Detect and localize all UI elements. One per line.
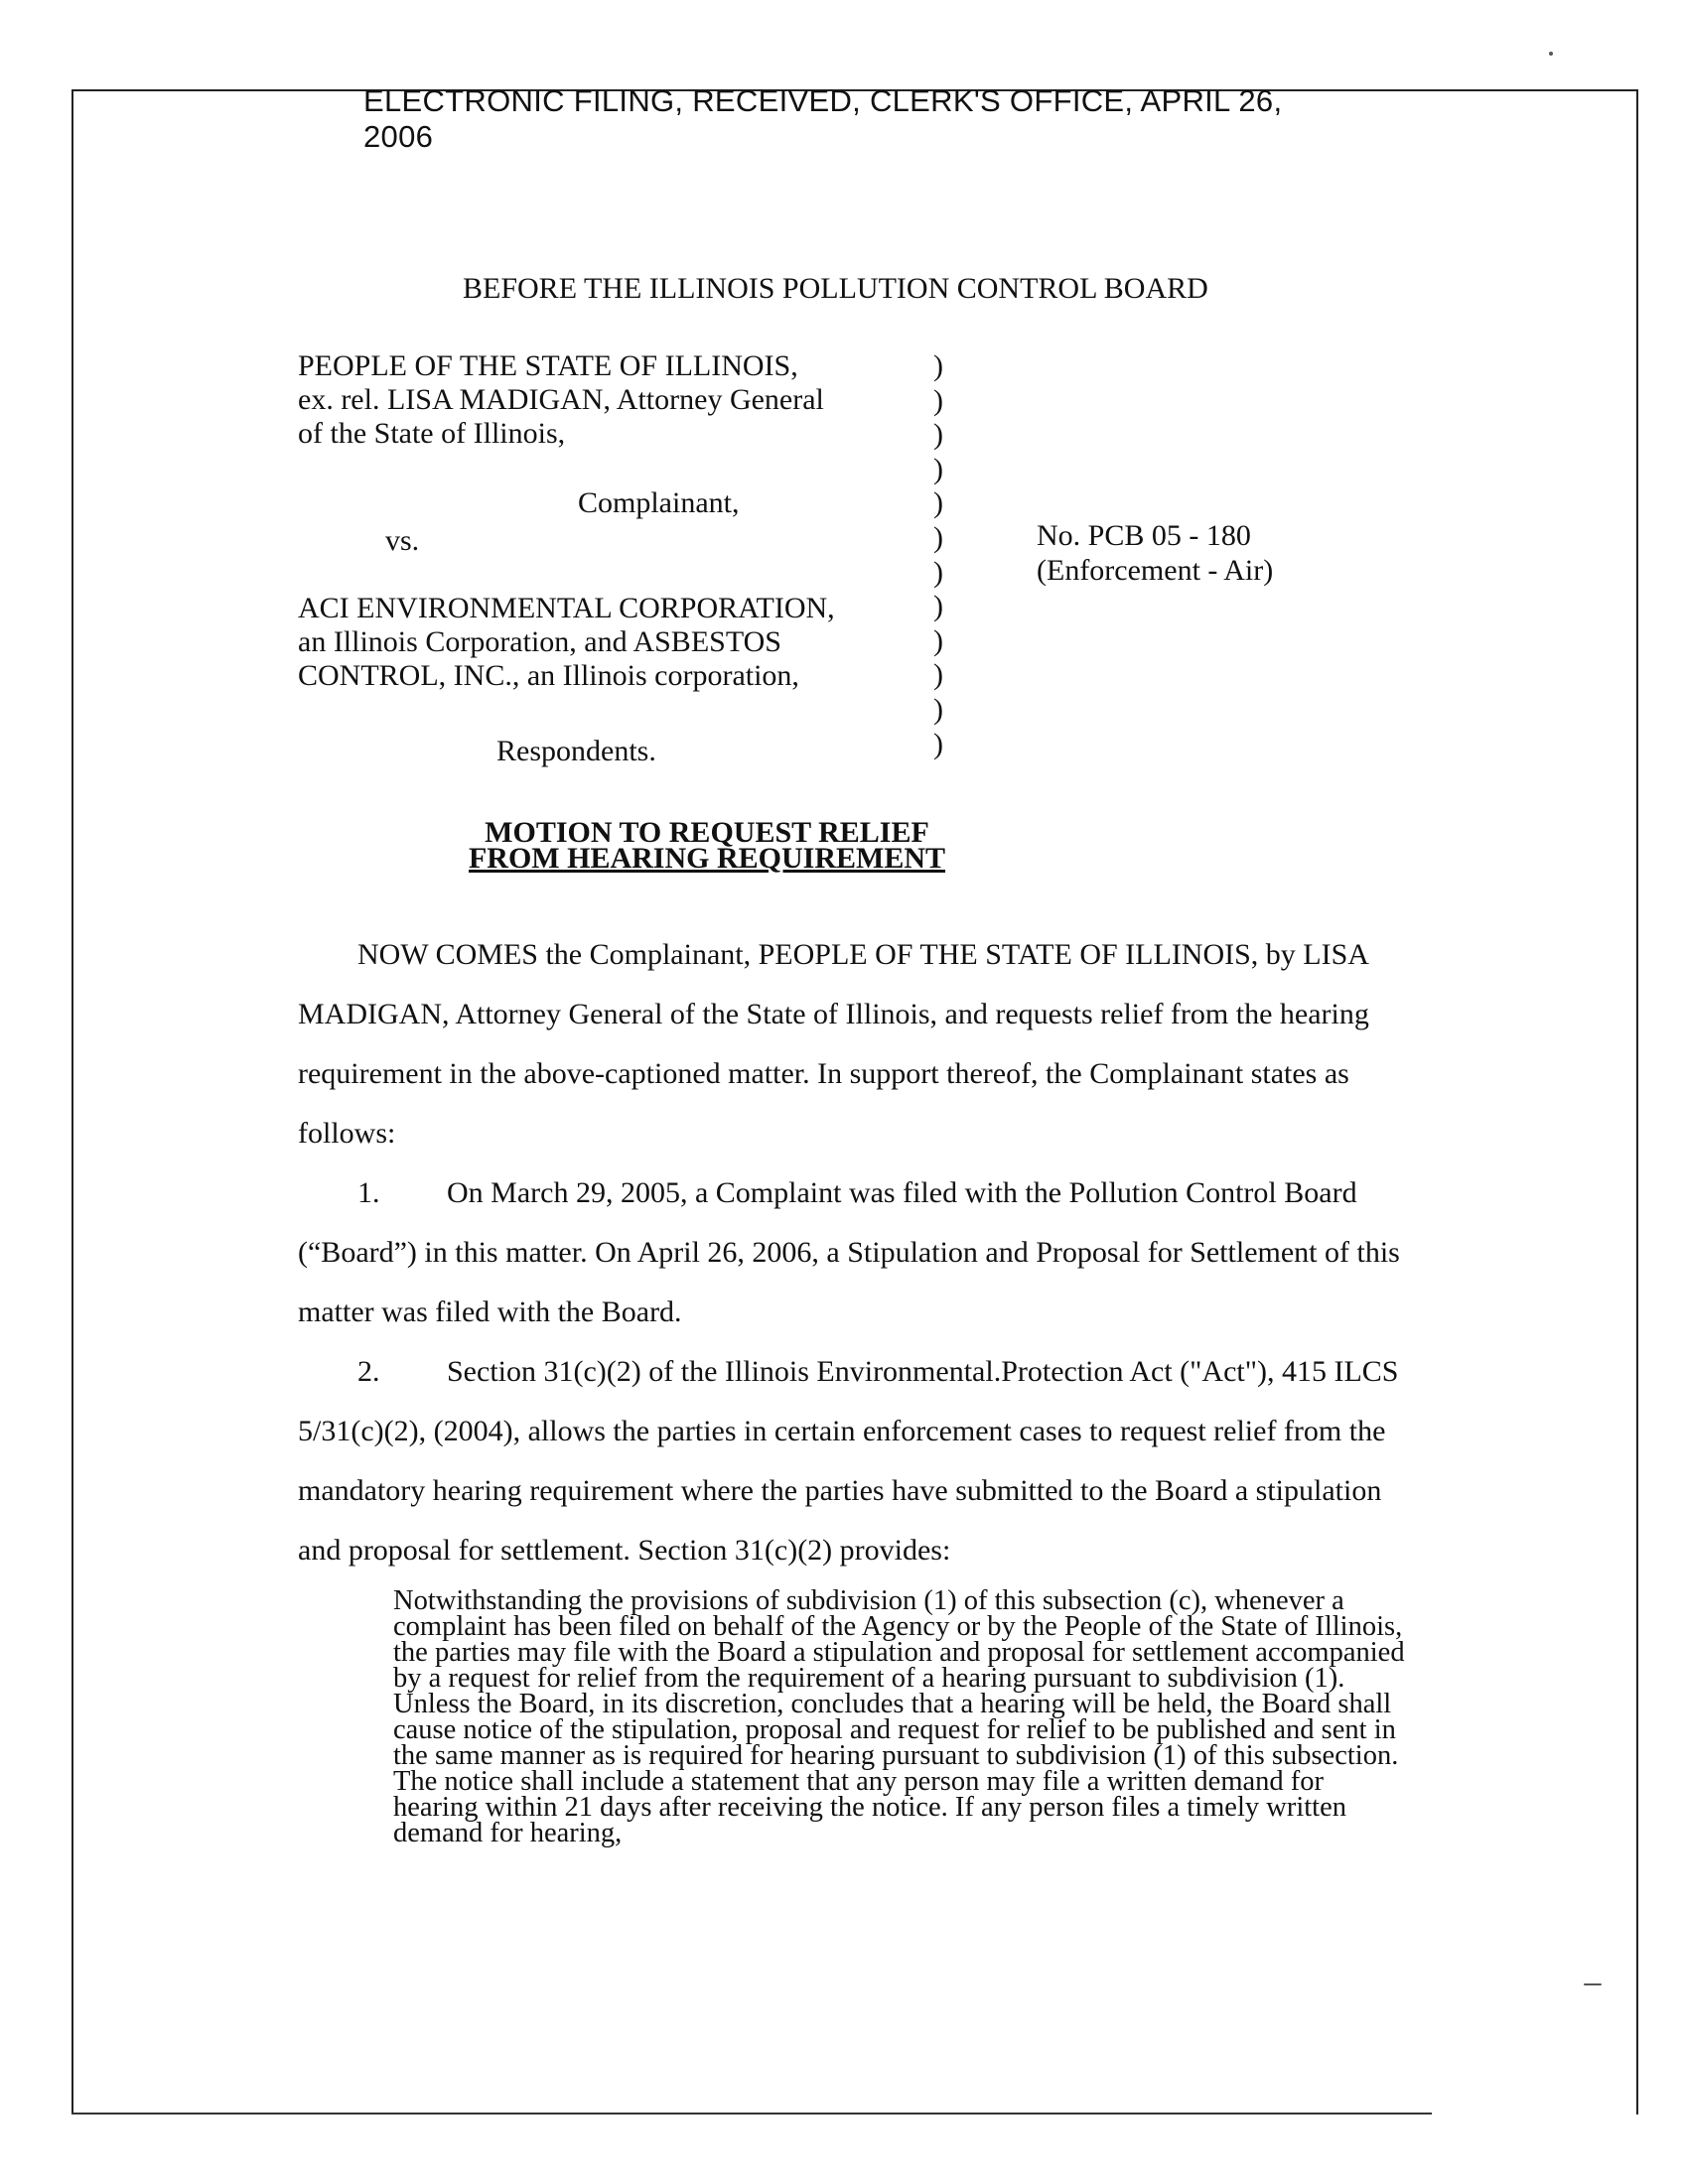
paren: ) [933,349,943,382]
paren: ) [933,383,943,417]
versus-label: vs. [385,524,420,557]
complainant-line: of the State of Illinois, [298,417,566,450]
paragraph-text: Section 31(c)(2) of the Illinois Environmental.Protection Act ("Act"), 415 ILCS 5/31(c)(2), (2004), allows the parties in certain enforcement cases to request relief from the mandatory hearing requirement where the parties have submitted to the Board a stipulation and proposal for settlement. Section 31(c)(2) provides: [298,1355,1399,1567]
case-type: (Enforcement - Air) [1037,554,1274,587]
paren: ) [933,452,943,485]
paren: ) [933,692,943,726]
paren: ) [933,555,943,589]
caption-parenthesis-column [933,349,953,761]
paren: ) [933,623,943,657]
paragraph-number: 1. [357,1176,380,1209]
case-number: No. PCB 05 - 180 [1037,519,1251,552]
paren: ) [933,727,943,760]
scan-speck [1549,52,1553,56]
scan-speck [1584,1983,1602,1985]
paren: ) [933,658,943,692]
respondent-role: Respondents. [496,735,656,767]
paren: ) [933,486,943,520]
paren: ) [933,520,943,554]
motion-title [0,816,1414,875]
motion-title-line2: FROM HEARING REQUIREMENT [468,842,945,875]
motion-title-line1: MOTION TO REQUEST RELIEF [485,816,929,849]
filing-stamp: ELECTRONIC FILING, RECEIVED, CLERK'S OFFICE, APRIL 26, 2006 [363,83,1283,154]
board-heading: BEFORE THE ILLINOIS POLLUTION CONTROL BOARD [463,272,1208,305]
page-bottom-rule [71,2113,1432,2115]
statute-quote: Notwithstanding the provisions of subdivision (1) of this subsection (c), whenever a complaint has been filed on behalf of the Agency or by the People of the State of Illinois, the parties may file with the Board a stipulation and proposal for settlement accompanied by a request for relief from the requirement of a hearing pursuant to subdivision (1). Unless the Board, in its discretion, concludes that a hearing will be held, the Board shall cause notice of the stipulation, proposal and request for relief to be published and sent in the same manner as is required for hearing pursuant to subdivision (1) of this subsection. The notice shall include a statement that any person may file a written demand for hearing within 21 days after receiving the notice. If any person files a timely written demand for hearing, [393,1585,1405,1848]
paren: ) [933,418,943,452]
complainant-line: PEOPLE OF THE STATE OF ILLINOIS, [298,349,798,382]
case-number-block [1037,518,1273,588]
paragraph-2 [298,1342,1420,1580]
complainant-line: ex. rel. LISA MADIGAN, Attorney General [298,383,824,416]
intro-paragraph: NOW COMES the Complainant, PEOPLE OF THE STATE OF ILLINOIS, by LISA MADIGAN, Attorney General of the State of Illinois, and requests relief from the hearing requirement in the above-captioned matter. In support thereof, the Complainant states as follows: [298,938,1369,1150]
paren: ) [933,590,943,623]
paragraph-number: 2. [357,1355,380,1388]
paragraph-text: On March 29, 2005, a Complaint was filed with the Pollution Control Board (“Board”) in this matter. On April 26, 2006, a Stipulation and Proposal for Settlement of this matter was filed with the Board. [298,1176,1400,1328]
respondent-line: CONTROL, INC., an Illinois corporation, [298,659,799,692]
complainant-role: Complainant, [578,486,740,519]
respondent-line: an Illinois Corporation, and ASBESTOS [298,625,781,658]
respondent-line: ACI ENVIRONMENTAL CORPORATION, [298,592,835,624]
paragraph-1 [298,1163,1420,1342]
motion-body [298,925,1420,1580]
